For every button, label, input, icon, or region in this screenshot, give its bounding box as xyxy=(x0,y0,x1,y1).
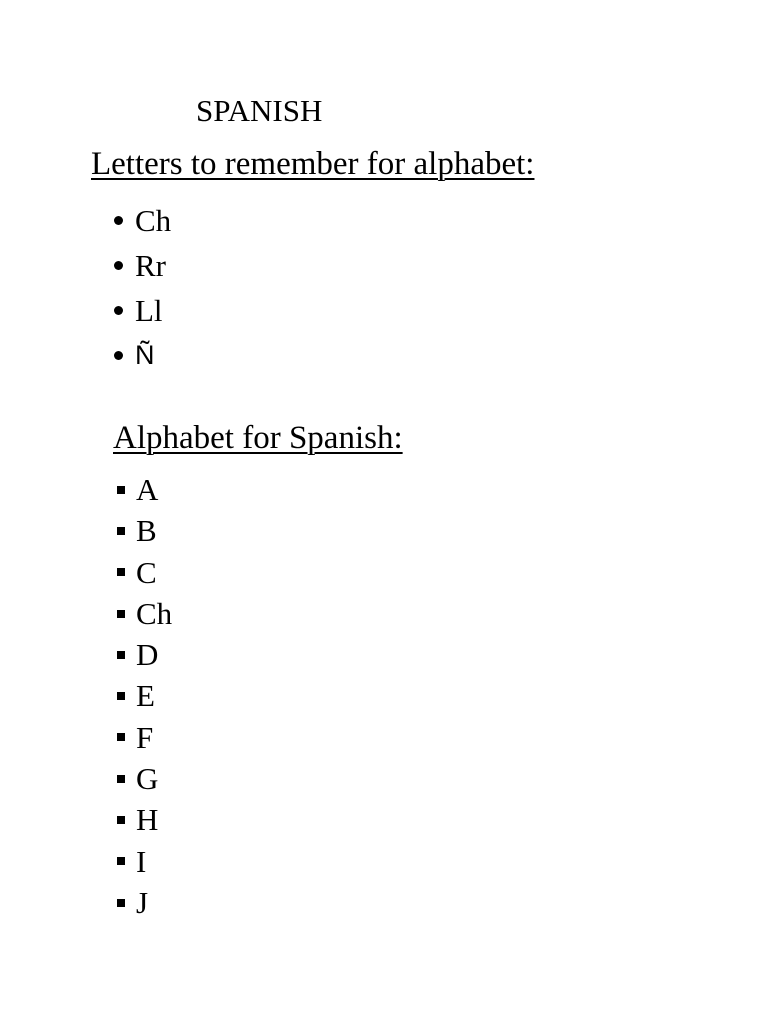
bullet-dot-icon xyxy=(114,261,123,270)
bullet-square-icon xyxy=(117,857,125,865)
list-item xyxy=(113,758,172,799)
alphabet-list xyxy=(113,469,172,923)
bullet-square-icon xyxy=(117,692,125,700)
list-item-text: A xyxy=(136,472,159,507)
list-item xyxy=(113,634,172,675)
list-item xyxy=(113,675,172,716)
list-item-text: J xyxy=(136,884,149,920)
bullet-square-icon xyxy=(117,775,125,783)
list-item-text: E xyxy=(136,678,155,714)
list-item-text: Ll xyxy=(135,293,163,328)
section-heading-letters: Letters to remember for alphabet: xyxy=(91,146,535,182)
bullet-square-icon xyxy=(117,486,125,494)
list-item-text: Ch xyxy=(135,203,172,238)
letters-to-remember-list xyxy=(110,198,171,378)
list-item-text: Ñ xyxy=(135,340,155,370)
bullet-square-icon xyxy=(117,733,125,741)
list-item xyxy=(113,717,172,758)
bullet-square-icon xyxy=(117,568,125,576)
bullet-square-icon xyxy=(117,527,125,535)
bullet-square-icon xyxy=(117,899,125,907)
list-item xyxy=(110,288,171,333)
list-item-text: C xyxy=(136,554,157,590)
list-item xyxy=(110,243,171,288)
bullet-dot-icon xyxy=(114,351,123,360)
bullet-dot-icon xyxy=(114,216,123,225)
list-item-text: H xyxy=(136,802,159,838)
list-item xyxy=(113,552,172,593)
list-item xyxy=(113,882,172,923)
bullet-dot-icon xyxy=(114,306,123,315)
bullet-square-icon xyxy=(117,651,125,659)
document-title: SPANISH xyxy=(196,93,323,128)
list-item xyxy=(113,469,172,510)
list-item xyxy=(113,799,172,840)
list-item-text: G xyxy=(136,761,159,797)
list-item xyxy=(110,333,171,378)
section-heading-alphabet: Alphabet for Spanish: xyxy=(113,420,403,456)
list-item-text: D xyxy=(136,637,159,673)
list-item xyxy=(113,510,172,551)
bullet-square-icon xyxy=(117,816,125,824)
list-item-text: Rr xyxy=(135,248,166,283)
list-item-text: I xyxy=(136,843,147,879)
list-item xyxy=(113,841,172,882)
list-item xyxy=(110,198,171,243)
list-item xyxy=(113,593,172,634)
bullet-square-icon xyxy=(117,610,125,618)
list-item-text: B xyxy=(136,513,157,549)
list-item-text: Ch xyxy=(136,595,173,631)
list-item-text: F xyxy=(136,719,154,755)
